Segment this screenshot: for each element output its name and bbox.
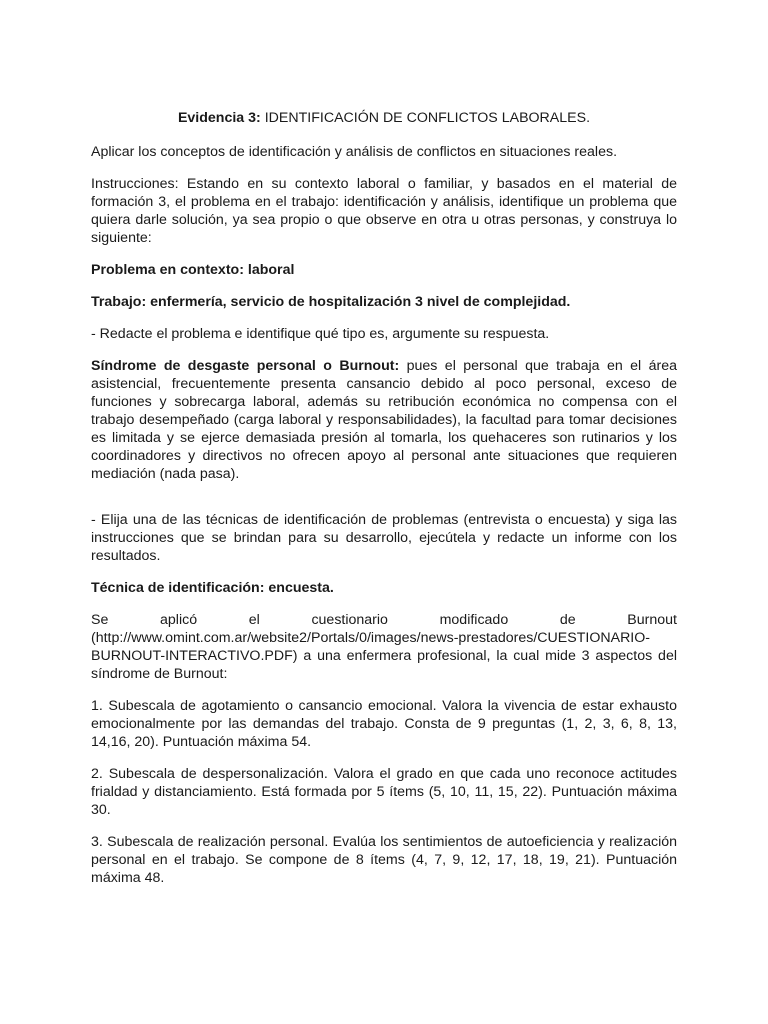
- subscale-item-3: 3. Subescala de realización personal. Evalúa los sentimientos de autoeficiencia y realización personal en el trabajo. Se compone de 8 ítems (4, 7, 9, 12, 17, 18, 19, 21). Puntuación máxima 48.: [91, 834, 677, 886]
- burnout-text: pues el personal que trabaja en el área asistencial, frecuentemente presenta cansancio debido al poco personal, exceso de funciones y sobrecarga laboral, además su retribución económica no compensa con el trabajo desempeñado (carga laboral y responsabilidades), la facultad para tomar decisiones es limitada y se ejerce demasiada presión al tomarla, los quehaceres son rutinarios y los coordinadores y directivos no ofrecen apoyo al personal ante situaciones que requieren mediación (nada pasa).: [91, 358, 677, 482]
- burnout-paragraph: [91, 357, 677, 483]
- objective-paragraph: Aplicar los conceptos de identificación y análisis de conflictos en situaciones reales.: [91, 144, 618, 160]
- subscale-item-1: 1. Subescala de agotamiento o cansancio emocional. Valora la vivencia de estar exhausto emocionalmente por las demandas del trabajo. Consta de 9 preguntas (1, 2, 3, 6, 8, 13, 14,16, 20). Puntuación máxima 54.: [91, 698, 677, 750]
- technique-heading: Técnica de identificación: encuesta.: [91, 580, 334, 596]
- burnout-label: Síndrome de desgaste personal o Burnout:: [91, 358, 400, 374]
- applied-paragraph: Se aplicó el cuestionario modificado de Burnout (http://www.omint.com.ar/website2/Portals/0/images/news-prestadores/CUESTIONARIO-BURNOUT-INTERACTIVO.PDF) a una enfermera profesional, la cual mide 3 aspectos del síndrome de Burnout:: [91, 612, 677, 682]
- task-1-paragraph: - Redacte el problema e identifique qué tipo es, argumente su respuesta.: [91, 326, 550, 342]
- document-page: [91, 109, 677, 901]
- work-heading: Trabajo: enfermería, servicio de hospitalización 3 nivel de complejidad.: [91, 294, 571, 310]
- title-text: IDENTIFICACIÓN DE CONFLICTOS LABORALES.: [260, 110, 591, 126]
- task-2-paragraph: - Elija una de las técnicas de identificación de problemas (entrevista o encuesta) y siga las instrucciones que se brindan para su desarrollo, ejecútela y redacte un informe con los resultados.: [91, 512, 677, 564]
- title-label: Evidencia 3:: [177, 110, 261, 126]
- instructions-paragraph: Instrucciones: Estando en su contexto laboral o familiar, y basados en el material de formación 3, el problema en el trabajo: identificación y análisis, identifique un problema que quiera darle solución, ya sea propio o que observe en otra u otras personas, y construya lo siguiente:: [91, 176, 677, 246]
- document-title: [91, 109, 677, 127]
- problem-context-heading: Problema en contexto: laboral: [91, 262, 295, 278]
- subscale-item-2: 2. Subescala de despersonalización. Valora el grado en que cada uno reconoce actitudes frialdad y distanciamiento. Está formada por 5 ítems (5, 10, 11, 15, 22). Puntuación máxima 30.: [91, 766, 677, 818]
